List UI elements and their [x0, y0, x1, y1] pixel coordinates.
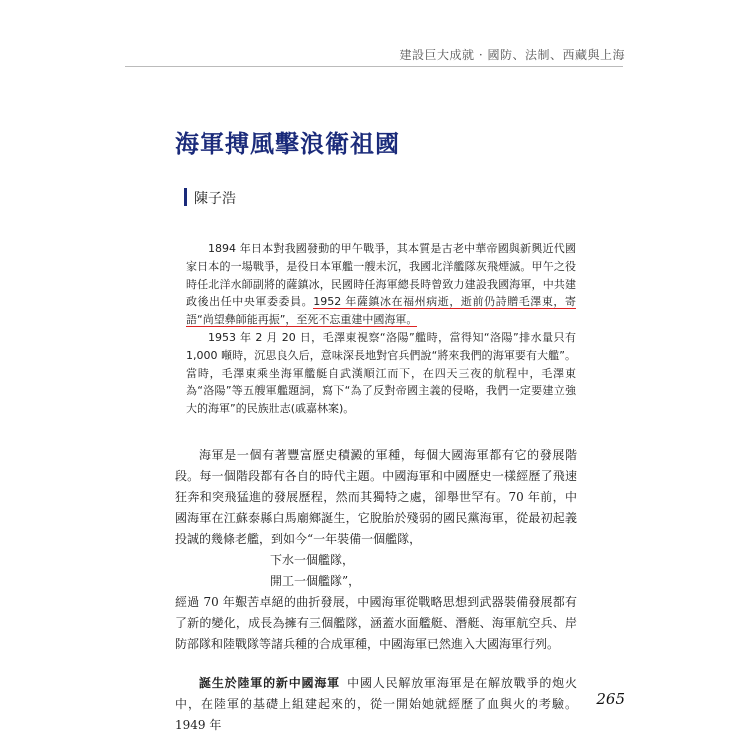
page-number: 265 — [596, 690, 625, 708]
quote-paragraph-2: 1953 年 2 月 20 日，毛澤東視察“洛陽”艦時，當得知“洛陽”排水量只有 1,000 噸時，沉思良久后，意味深長地對官兵們說“將來我們的海軍要有大艦”。當時，毛澤東乘坐海軍艦艇自武漢順江而下，在四天三夜的航程中，毛澤東為“洛陽”等五艘軍艦題詞，寫下“為了反對帝國主義的侵略，我們一定要建立強大的海軍”的民族壯志(戚嘉林案)。 — [186, 330, 576, 416]
quote-highlighted-text: 1952 年薩鎮冰在福州病逝，逝前仍詩贈毛澤東，寄語“尚望彝師能再振”，至死不忘重建中國海軍。 — [186, 295, 576, 327]
article-title: 海軍搏風擊浪衛祖國 — [175, 129, 400, 158]
running-head: 建設巨大成就 · 國防、法制、西藏與上海 — [399, 48, 625, 62]
editor-note-quote — [186, 240, 576, 418]
quote-paragraph-1 — [186, 240, 576, 329]
verse-line: 下水一個艦隊， — [270, 553, 355, 567]
article-body — [175, 445, 577, 736]
quote-text: 1894 年日本對我國發動的甲午戰爭，其本質是古老中華帝國與新興近代國家日本的一場戰爭，是役日本軍艦一艘未沉，我國北洋艦隊灰飛煙滅。甲午之役時任北洋水師副將的薩鎮冰，民國時任海軍總長時曾致力建設我國海軍，中共建政後出任中央軍委委員。 — [186, 242, 576, 309]
quoted-verse — [175, 550, 577, 592]
body-paragraph-1: 海軍是一個有著豐富歷史積澱的軍種，每個大國海軍都有它的發展階段。每一個階段都有各自的時代主題。中國海軍和中國歷史一樣經歷了飛速狂奔和突飛猛進的發展歷程，然而其獨特之處，卻舉世罕有。70 年前，中國海軍在江蘇泰縣白馬廟鄉誕生，它脫胎於殘弱的國民黨海軍，從最初起義投誠的幾條老艦，到如今“一年裝備一個艦隊， — [175, 448, 577, 546]
section-heading: 誕生於陸軍的新中國海軍 — [199, 676, 340, 690]
verse-line: 開工一個艦隊”， — [270, 574, 361, 588]
author-name: 陳子浩 — [194, 191, 236, 207]
body-paragraph-3 — [175, 673, 577, 736]
author-marker — [184, 188, 187, 206]
section-text: 中國人民解放軍海軍是在解放戰爭的炮火中，在陸軍的基礎上組建起來的，從一開始她就經歷了血與火的考驗。1949 年 — [175, 676, 577, 732]
body-paragraph-2: 經過 70 年艱苦卓絕的曲折發展，中國海軍從戰略思想到武器裝備發展都有了新的變化，成長為擁有三個艦隊，涵蓋水面艦艇、潛艇、海軍航空兵、岸防部隊和陸戰隊等諸兵種的合成軍種，中國海軍已然進入大國海軍行列。 — [175, 595, 577, 651]
header-divider — [125, 66, 623, 67]
